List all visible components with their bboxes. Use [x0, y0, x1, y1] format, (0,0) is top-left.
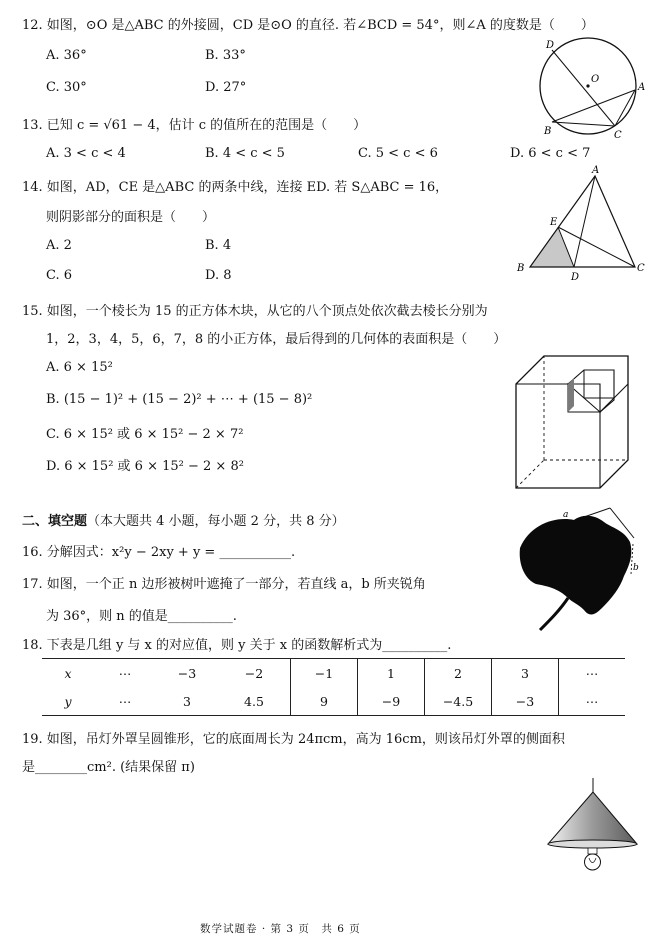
q12-option-a[interactable]: A. 36°	[46, 48, 87, 63]
table-cell: −3	[156, 659, 218, 688]
circle-label-o: O	[591, 74, 600, 85]
table-cell: 1	[358, 659, 425, 688]
leaf-figure	[516, 502, 646, 637]
q14-option-c[interactable]: C. 6	[46, 268, 73, 283]
q13-option-b[interactable]: B. 4 < c < 5	[205, 146, 285, 161]
lamp-figure	[545, 778, 640, 908]
q19-stem-line2: 是________cm². (结果保留 π)	[22, 760, 195, 775]
function-table	[42, 658, 625, 716]
table-cell: 3	[156, 687, 218, 716]
table-cell: ⋯	[94, 659, 156, 688]
q13-option-a[interactable]: A. 3 < c < 4	[46, 146, 126, 161]
cube-figure	[508, 354, 633, 489]
q14-option-d[interactable]: D. 8	[205, 268, 232, 283]
leaf-label-b: b	[633, 563, 639, 573]
q15-option-a[interactable]: A. 6 × 15²	[46, 360, 113, 375]
q15-option-d[interactable]: D. 6 × 15² 或 6 × 15² − 2 × 8²	[46, 459, 244, 474]
q15-stem: 15. 如图，一个棱长为 15 的正方体木块，从它的八个顶点处依次截去棱长分别为	[22, 304, 488, 319]
tri-label-c: C	[637, 263, 645, 274]
q16-stem: 16. 分解因式：x²y − 2xy + y = ___________.	[22, 545, 296, 560]
table-cell: ⋯	[559, 687, 626, 716]
q13-option-c[interactable]: C. 5 < c < 6	[358, 146, 438, 161]
q15-stem-line2: 1，2，3，4，5，6，7，8 的小正方体，最后得到的几何体的表面积是（ ）	[46, 332, 507, 347]
q14-stem: 14. 如图，AD，CE 是△ABC 的两条中线，连接 ED. 若 S△ABC = 16，	[22, 180, 449, 195]
q15-option-b[interactable]: B. (15 − 1)² + (15 − 2)² + ⋯ + (15 − 8)²	[46, 392, 313, 407]
q12-stem: 12. 如图，⊙O 是△ABC 的外接圆，CD 是⊙O 的直径. 若∠BCD = 54°，则∠A 的度数是（ ）	[22, 18, 594, 33]
circle-label-b: B	[544, 126, 552, 137]
q19-stem: 19. 如图，吊灯外罩呈圆锥形，它的底面周长为 24πcm，高为 16cm，则该吊灯外罩的侧面积	[22, 732, 565, 747]
table-x-label: x	[42, 659, 94, 688]
table-cell: 9	[291, 687, 358, 716]
q12-option-d[interactable]: D. 27°	[205, 80, 247, 95]
table-cell: −9	[358, 687, 425, 716]
section2-desc: （本大题共 4 小题，每小题 2 分，共 8 分）	[87, 514, 345, 529]
table-cell: ⋯	[94, 687, 156, 716]
q17-stem: 17. 如图，一个正 n 边形被树叶遮掩了一部分，若直线 a，b 所夹锐角	[22, 577, 426, 592]
circle-figure	[530, 34, 650, 144]
q14-option-b[interactable]: B. 4	[205, 238, 232, 253]
table-cell: −1	[291, 659, 358, 688]
table-cell: −3	[492, 687, 559, 716]
tri-label-e: E	[550, 217, 558, 228]
tri-label-a: A	[592, 165, 600, 176]
table-cell: 2	[425, 659, 492, 688]
section2-heading	[22, 510, 345, 529]
circle-label-c: C	[614, 130, 622, 141]
circle-label-d: D	[546, 40, 555, 51]
table-cell: 4.5	[218, 687, 291, 716]
q17-stem-line2: 为 36°，则 n 的值是__________.	[46, 609, 237, 624]
q13-stem: 13. 已知 c = √61 − 4，估计 c 的值所在的范围是（ ）	[22, 118, 367, 133]
q15-option-c[interactable]: C. 6 × 15² 或 6 × 15² − 2 × 7²	[46, 427, 244, 442]
table-cell: −4.5	[425, 687, 492, 716]
q14-stem-line2: 则阴影部分的面积是（ ）	[46, 210, 216, 225]
q18-stem: 18. 下表是几组 y 与 x 的对应值，则 y 关于 x 的函数解析式为__________.	[22, 638, 452, 653]
page-footer: 数学试题卷 · 第 3 页 共 6 页	[200, 923, 361, 935]
triangle-figure	[512, 164, 647, 284]
table-cell: ⋯	[559, 659, 626, 688]
circle-label-a: A	[638, 82, 646, 93]
q14-option-a[interactable]: A. 2	[46, 238, 72, 253]
tri-label-b: B	[517, 263, 525, 274]
table-y-label: y	[42, 687, 94, 716]
q12-option-c[interactable]: C. 30°	[46, 80, 87, 95]
q13-option-d[interactable]: D. 6 < c < 7	[510, 146, 591, 161]
q12-option-b[interactable]: B. 33°	[205, 48, 246, 63]
leaf-label-a: a	[563, 510, 569, 520]
table-cell: −2	[218, 659, 291, 688]
section2-title: 二、填空题	[22, 514, 88, 529]
tri-label-d: D	[571, 272, 580, 283]
table-cell: 3	[492, 659, 559, 688]
